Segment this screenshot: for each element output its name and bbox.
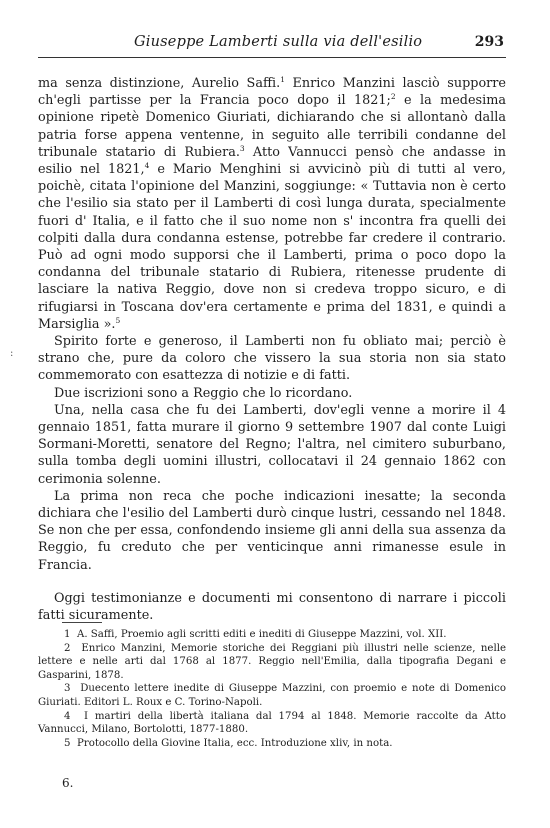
footnote-ref: 2 [390,92,396,102]
text-segment: Enrico Manzini lasciò supporre ch'egli partisse per la Francia poco dopo il 1821; [38,76,506,109]
paragraph-3: Due iscrizioni sono a Reggio che lo ricordano. [54,385,353,401]
paragraph-1 [38,75,506,333]
footnote-4 [38,710,506,737]
footnote-text: Enrico Manzini, Memorie storiche dei Reggiani più illustri nelle scienze, nelle lettere e nelle arti dal 1768 al 1877. Reggio nell'Emilia, dalla tipografia Degani e Gasparini, 1878. [38,642,507,681]
footnote-5 [38,737,506,751]
header-rule [38,57,506,58]
text-segment: ma senza distinzione, Aurelio Saffi. [38,76,281,91]
text-segment: Atto Vannucci pensò che andasse in esilio nel 1821, [38,144,506,178]
page-number: 293 [474,34,504,50]
footnotes [38,628,506,750]
paragraph-5: La prima non reca che poche indicazioni inesatte; la seconda dichiara che l'esilio del Lamberti durò cinque lustri, cessando nel 1848. Se non che per essa, confondendo insieme gli anni della sua assenza da Reggio, fu creduto che per venticinque anni rimanesse esule in Francia. [38,488,506,573]
main-text [38,75,506,624]
signature-mark: 6. [62,776,74,790]
text-segment: e Mario Menghini si avvicinò più di tutti al vero, poichè, citata l'opinione del Manzini, soggiunge: « Tuttavia non è certo che l'esilio sia stato per il Lamberti di così lunga durata, specialmente fuori d' Italia, e il fatto che il suo nome non s' incontra fra quelli dei colpiti dalla dura condanna estense, potrebbe far credere il contrario. Può ad ogni modo supporsi che il Lamberti, prima o poco dopo la condanna del tribunale statario di Rubiera, ritenesse prudente di lasciare la nativa Reggio, dove non si credeva troppo sicuro, e di rifugiarsi in Toscana dov'era certamente e prima del 1831, e quindi a Marsiglia ». [38,162,506,332]
footnote-1 [38,628,506,642]
footnote-text: A. Saffi, Proemio agli scritti editi e inediti di Giuseppe Mazzini, vol. XII. [76,629,447,640]
text-segment: e la medesima opinione ripetè Domenico Giuriati, dichiarando che si allontanò dalla patria forse appena ventenne, in seguito alle terribili condanne del tribunale statario di Rubiera. [38,93,506,160]
paragraph-2: Spirito forte e generoso, il Lamberti non fu obliato mai; perciò è strano che, pure da coloro che vissero la sua storia non sia stato commemorato con esattezza di notizie e di fatti. [38,334,506,384]
footnote-2 [38,642,506,683]
footnote-ref: 3 [239,143,245,153]
page-header [38,34,504,54]
running-title: Giuseppe Lamberti sulla via dell'esilio [134,34,423,50]
footnote-number: 4 [64,710,71,722]
footnote-ref: 1 [280,75,285,84]
footnote-rule [62,622,102,623]
footnote-text: Protocollo della Giovine Italia, ecc. Introduzione xliv, in nota. [76,737,393,749]
footnote-number: 2 [64,642,71,654]
footnote-text: I martiri della libertà italiana dal 1794 al 1848. Memorie raccolte da Atto Vannucci, Milano, Bortolotti, 1877-1880. [38,710,507,736]
footnote-3 [38,682,506,709]
footnote-ref: 4 [144,161,150,171]
margin-mark: : [10,348,14,359]
footnote-number: 5 [64,737,71,749]
footnote-ref: 5 [115,315,121,325]
footnote-text: Duecento lettere inedite di Giuseppe Mazzini, con proemio e note di Domenico Giuriati. Editori L. Roux e C. Torino-Napoli. [38,683,506,708]
paragraph-4: Una, nella casa che fu dei Lamberti, dov'egli venne a morire il 4 gennaio 1851, fatta murare il giorno 9 settembre 1907 dal conte Luigi Sormani-Moretti, senatore del Regno; l'altra, nel cimitero suburbano, sulla tomba degli uomini illustri, collocatavi il 24 gennaio 1862 con cerimonia solenne. [38,402,506,487]
paragraph-6: Oggi testimonianze e documenti mi consentono di narrare i piccoli fatti sicuramente. [38,590,506,624]
footnote-number: 3 [64,683,71,695]
footnote-number: 1 [64,629,71,640]
